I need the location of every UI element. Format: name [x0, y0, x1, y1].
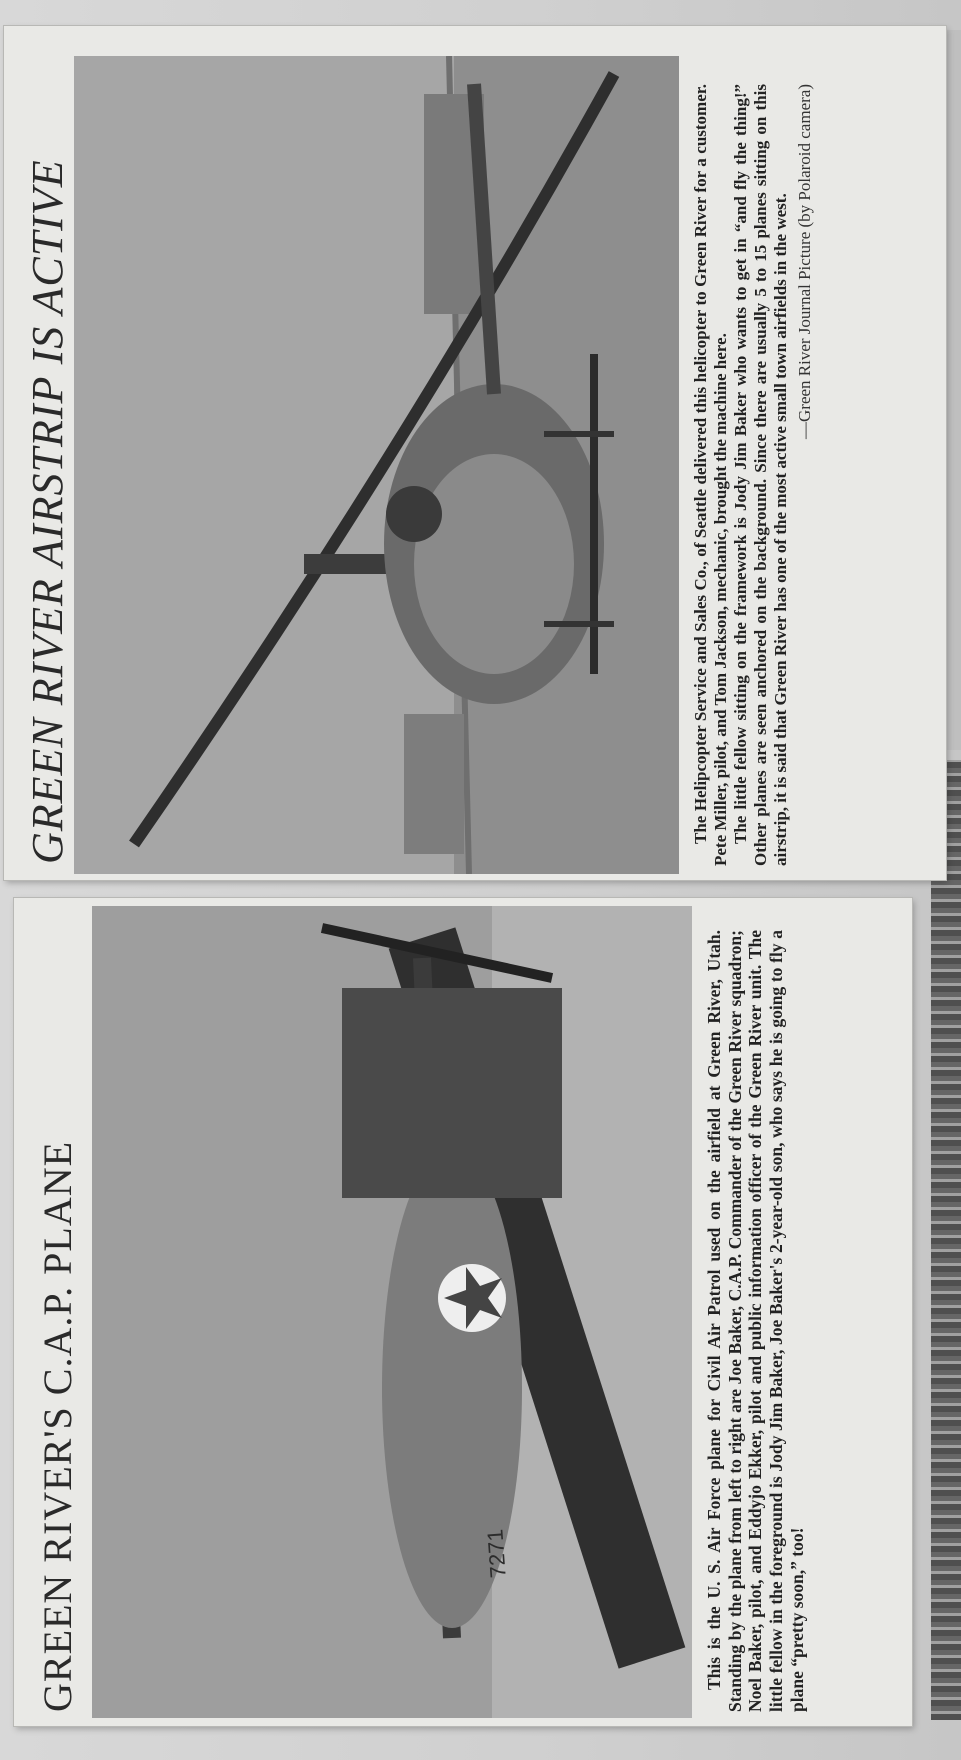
clipping-airstrip [4, 26, 946, 880]
helicopter-illustration [74, 56, 679, 874]
photo-credit: —Green River Journal Picture (by Polaroid camera) [795, 84, 815, 439]
plane-tail-number: 7271 [482, 1528, 511, 1579]
adjacent-clipping-edge [931, 760, 961, 1720]
photo-helicopter [74, 56, 679, 874]
photo-cap-plane [92, 906, 692, 1718]
caption-paragraph-1: The Helipcopter Service and Sales Co., of Seattle delivered this helicopter to Green River for a customer. Pete Miller, pilot, and Tom Jackson, mechanic, brought the machine here. [691, 84, 731, 866]
plane-illustration [92, 906, 692, 1718]
caption-paragraph-2: The little fellow sitting on the framework is Jody Jim Baker who wants to get in “and fly the thing!” Other planes are seen anchored on the background. Since there are usually 5 to 15 planes sitting on this airstrip, it is said that Green River has one of the most active small town airfields in the west. [731, 84, 791, 866]
headline-airstrip: GREEN RIVER AIRSTRIP IS ACTIVE [23, 159, 72, 864]
caption-paragraph-cap: This is the U. S. Air Force plane for Civil Air Patrol used on the airfield at Green River, Utah. Standing by the plane from left to right are Joe Baker, C.A.P. Commander of the Green River squadron; Noel Baker, pilot, and Eddyjo Ekker, pilot and public information officer of the Green River unit. The little fellow in the foreground is Jody Jim Baker, Joe Baker's 2-year-old son, who says he is going to fly a plane “pretty soon,” too! [704, 930, 807, 1712]
clipping-cap-plane [14, 898, 912, 1726]
headline-cap-plane: GREEN RIVER'S C.A.P. PLANE [35, 1140, 80, 1712]
